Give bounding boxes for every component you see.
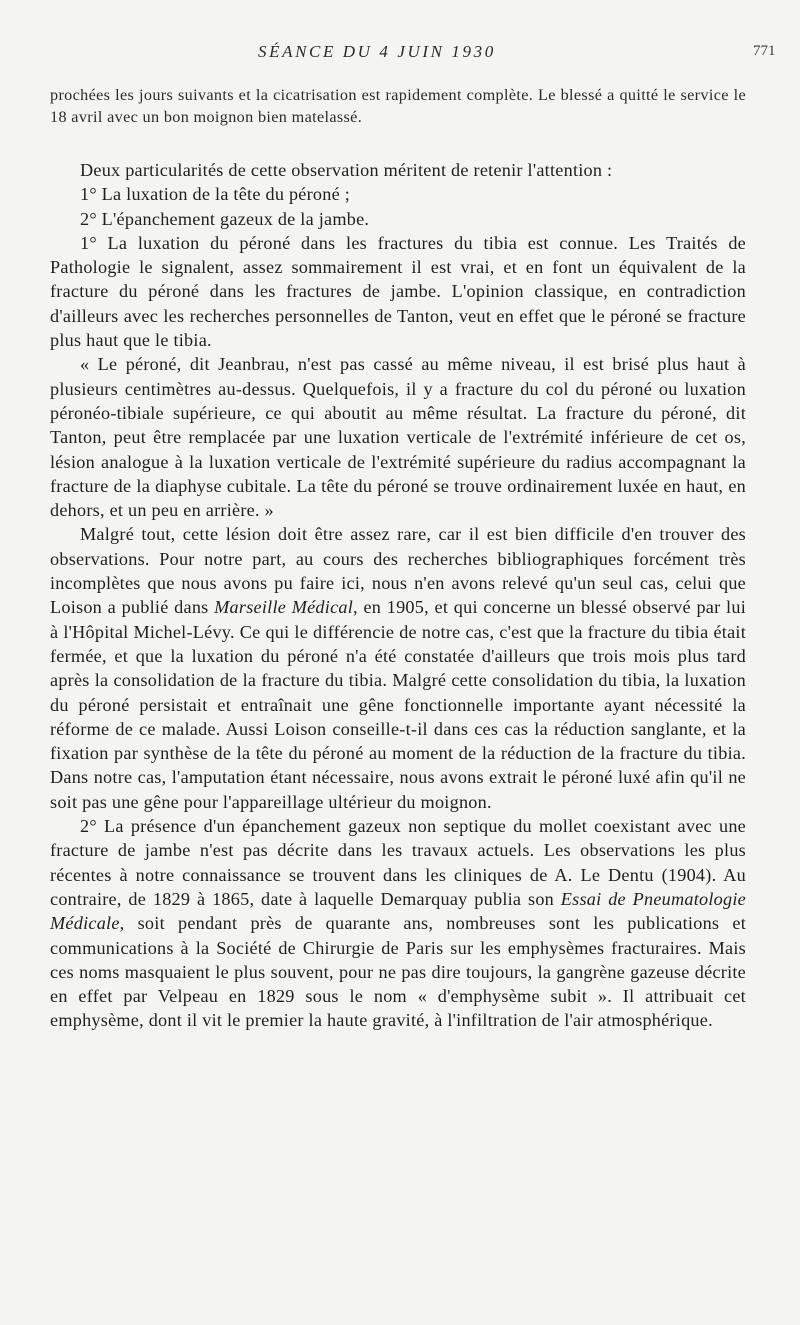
paragraph-luxation: 1° La luxation du péroné dans les fractures du tibia est connue. Les Traités de Pathologie le signalent, assez sommairement il est vrai, et en font un équivalent de la fracture du péroné dans les fractures de jambe. L'opinion classique, en contradiction d'ailleurs avec les recherches personnelles de Tanton, veut en effet que le péroné se fracture plus haut que le tibia. xyxy=(50,232,746,351)
list-item-2: 2° L'épanchement gazeux de la jambe. xyxy=(80,208,370,229)
journal-title: Marseille Médical xyxy=(214,597,354,618)
paragraph-epanchement xyxy=(50,814,746,1033)
paragraph-loison xyxy=(50,522,746,814)
paragraph-gap xyxy=(50,128,746,158)
paragraph-epanchement-text-a: 2° La présence d'un épanchement gazeux non septique du mollet coexistant avec une fracture de jambe n'est pas décrite dans les travaux actuels. Les observations les plus récentes à notre connaissance se trouvent dans les cliniques de A. Le Dentu (1904). Au contraire, de 1829 à 1865, date à laquelle Demarquay publia son xyxy=(50,816,746,909)
body-text xyxy=(50,84,746,1033)
book-title: Essai de Pneumatologie Médicale xyxy=(50,888,746,934)
paragraph-intro: Deux particularités de cette observation méritent de retenir l'attention : xyxy=(80,160,613,180)
paragraph-quote-jeanbrau: « Le péroné, dit Jeanbrau, n'est pas cassé au même niveau, il est brisé plus haut à plusieurs centimètres au-dessus. Quelquefois, il y a fracture du col du péroné ou luxation péronéo-tibiale supérieure, ce qui aboutit au même résultat. La fracture du péroné, dit Tanton, peut être remplacée par une luxation verticale de l'extrémité inférieure de cet os, lésion analogue à la luxation verticale de l'extrémité supérieure du radius accompagnant la fracture de la diaphyse cubitale. La tête du péroné se trouve ordinairement luxée en haut, en dehors, et un peu en arrière. » xyxy=(50,354,746,521)
list-item-1: 1° La luxation de la tête du péroné ; xyxy=(80,184,351,205)
paragraph-loison-text-a: Malgré tout, cette lésion doit être assez rare, car il est bien difficile d'en trouver des observations. Pour notre part, au cours des recherches bibliographiques forcément très incomplètes que nous avons pu faire ici, nous n'en avons relevé qu'un seul cas, celui que Loison a publié dans xyxy=(50,524,746,618)
paragraph-continued: prochées les jours suivants et la cicatrisation est rapidement complète. Le blessé a quitté le service le 18 avril avec un bon moignon bien matelassé. xyxy=(50,86,746,126)
paragraph-loison-text-b: , en 1905, et qui concerne un blessé observé par lui à l'Hôpital Michel-Lévy. Ce qui le différencie de notre cas, c'est que la fracture du tibia était fermée, et que la luxation du péroné n'a été constatée d'ailleurs que trois mois plus tard après la consolidation de la fracture du tibia. Malgré cette consolidation du tibia, la luxation du péroné persistait et entraînait une gêne fonctionnelle importante ayant nécessité la réforme de ce malade. Aussi Loison conseille-t-il dans ces cas la réduction sanglante, et la fixation par synthèse de la tête du péroné au moment de la réduction de la fracture du tibia. Dans notre cas, l'amputation étant nécessaire, nous avons extrait le péroné luxé afin qu'il ne soit pas une gêne pour l'appareillage ultérieur du moignon. xyxy=(50,597,746,812)
paragraph-epanchement-text-b: , soit pendant près de quarante ans, nombreuses sont les publications et communications à la Société de Chirurgie de Paris sur les emphysèmes fracturaires. Mais ces noms masquaient le plus souvent, pour ne pas dire toujours, la gangrène gazeuse décrite en effet par Velpeau en 1829 sous le nom « d'emphysème subit ». Il attribuait cet emphysème, dont il vit le premier la haute gravité, à l'infiltration de l'air atmosphérique. xyxy=(50,913,746,1031)
header-title: SÉANCE DU 4 JUIN 1930 xyxy=(258,42,496,61)
page-number: 771 xyxy=(753,43,776,59)
running-header xyxy=(0,42,800,66)
